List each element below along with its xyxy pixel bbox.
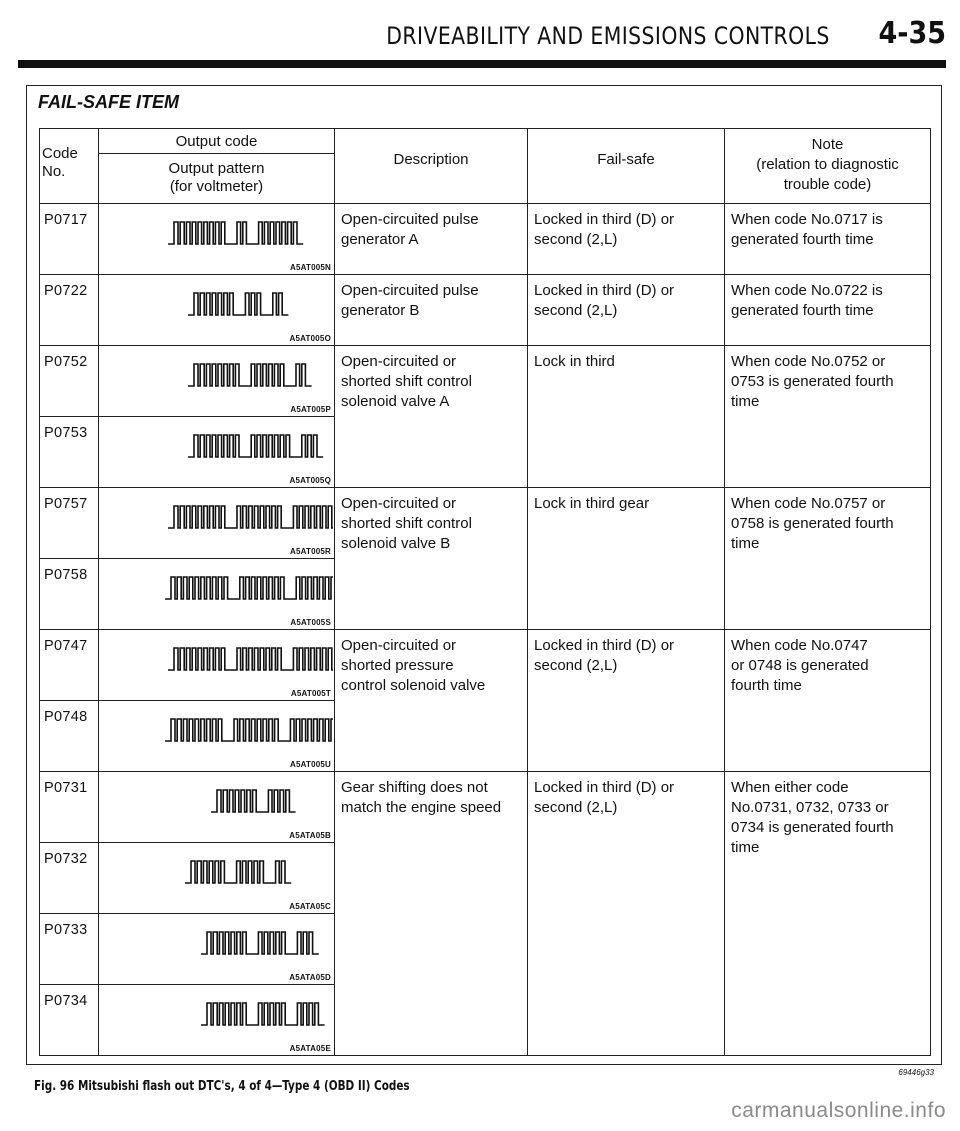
pulse-waveform [188, 435, 323, 457]
pulse-waveform [188, 293, 288, 315]
note-cell: When code No.0722 is generated fourth time [725, 275, 931, 346]
pulse-waveform [188, 364, 312, 386]
pulse-waveform [211, 790, 296, 812]
pulse-waveform [168, 222, 303, 244]
pulse-waveform-icon [99, 782, 333, 816]
note-cell: When code No.0752 or 0753 is generated fourth time [725, 346, 931, 488]
table-body [40, 204, 931, 1056]
code-cell: P0734 [40, 985, 99, 1056]
pulse-waveform [165, 719, 333, 741]
table-row [40, 275, 931, 346]
figure-id: A5ATA05C [289, 902, 331, 911]
figure-id: A5AT005R [289, 547, 331, 556]
pulse-waveform [168, 506, 333, 528]
figure-id: A5AT005Q [289, 476, 331, 485]
description-cell: Open-circuited pulse generator B [335, 275, 528, 346]
pulse-waveform-icon [99, 853, 333, 887]
note-cell: When code No.0747 or 0748 is generated fourth time [725, 630, 931, 772]
header-code-no [40, 129, 99, 204]
code-cell: P0717 [40, 204, 99, 275]
fail-safe-cell: Lock in third [528, 346, 725, 488]
figure-caption: Fig. 96 Mitsubishi flash out DTC's, 4 of 4—Type 4 (OBD II) Codes [34, 1078, 410, 1094]
code-cell: P0748 [40, 701, 99, 772]
pulse-waveform-icon [99, 356, 333, 390]
description-cell: Open-circuited or shorted shift control solenoid valve B [335, 488, 528, 630]
note-cell: When either code No.0731, 0732, 0733 or 0734 is generated fourth time [725, 772, 931, 1056]
pulse-waveform-icon [99, 498, 333, 532]
description-cell: Open-circuited pulse generator A [335, 204, 528, 275]
pulse-waveform-icon [99, 427, 333, 461]
fail-safe-cell: Locked in third (D) or second (2,L) [528, 630, 725, 772]
table-row [40, 772, 931, 843]
fail-safe-cell: Locked in third (D) or second (2,L) [528, 772, 725, 1056]
note-cell: When code No.0717 is generated fourth time [725, 204, 931, 275]
table-row [40, 488, 931, 559]
output-pattern-cell [99, 417, 335, 488]
code-cell: P0752 [40, 346, 99, 417]
output-pattern-cell [99, 985, 335, 1056]
table-row [40, 630, 931, 701]
pulse-waveform-icon [99, 995, 333, 1029]
header-note: Note (relation to diagnostic trouble code) [725, 129, 931, 204]
output-pattern-cell [99, 488, 335, 559]
pulse-waveform [168, 648, 333, 670]
pulse-waveform-icon [99, 569, 333, 603]
page-header-title: DRIVEABILITY AND EMISSIONS CONTROLS [386, 22, 830, 50]
pulse-waveform [185, 861, 291, 883]
page-header [0, 0, 960, 60]
watermark: carmanualsonline.info [731, 1099, 946, 1122]
figure-id: A5AT005S [290, 618, 331, 627]
header-output-pattern: Output pattern (for voltmeter) [99, 154, 335, 204]
pulse-waveform [165, 577, 333, 599]
figure-number: 69446g33 [898, 1068, 934, 1077]
code-cell: P0753 [40, 417, 99, 488]
code-cell: P0747 [40, 630, 99, 701]
code-cell: P0757 [40, 488, 99, 559]
output-pattern-cell [99, 630, 335, 701]
figure-id: A5AT005O [289, 334, 331, 343]
description-cell: Open-circuited or shorted shift control solenoid valve A [335, 346, 528, 488]
page-number: 4-35 [878, 16, 946, 51]
pulse-waveform-icon [99, 285, 333, 319]
fail-safe-cell: Locked in third (D) or second (2,L) [528, 275, 725, 346]
pulse-waveform-icon [99, 711, 333, 745]
fail-safe-cell: Lock in third gear [528, 488, 725, 630]
table-row [40, 346, 931, 417]
output-pattern-cell [99, 914, 335, 985]
figure-id: A5AT005U [289, 760, 331, 769]
header-output-code: Output code [99, 129, 335, 154]
pulse-waveform-icon [99, 924, 333, 958]
note-cell: When code No.0757 or 0758 is generated fourth time [725, 488, 931, 630]
pulse-waveform [201, 932, 319, 954]
header-code-no-label: Code No. [42, 145, 78, 180]
figure-id: A5AT005T [290, 689, 331, 698]
header-description: Description [335, 129, 528, 204]
code-cell: P0731 [40, 772, 99, 843]
table-row [40, 204, 931, 275]
section-title: FAIL-SAFE ITEM [38, 92, 179, 112]
figure-id: A5ATA05E [289, 1044, 331, 1053]
output-pattern-cell [99, 701, 335, 772]
output-pattern-cell [99, 772, 335, 843]
fail-safe-table [39, 128, 931, 1056]
pulse-waveform [201, 1003, 325, 1025]
code-cell: P0722 [40, 275, 99, 346]
code-cell: P0758 [40, 559, 99, 630]
figure-id: A5ATA05D [289, 973, 331, 982]
pulse-waveform-icon [99, 214, 333, 248]
output-pattern-cell [99, 275, 335, 346]
output-pattern-cell [99, 346, 335, 417]
figure-id: A5ATA05B [289, 831, 331, 840]
output-pattern-cell [99, 204, 335, 275]
header-rule [18, 60, 946, 68]
code-cell: P0732 [40, 843, 99, 914]
output-pattern-cell [99, 843, 335, 914]
header-fail-safe: Fail-safe [528, 129, 725, 204]
figure-id: A5AT005P [290, 405, 331, 414]
description-cell: Open-circuited or shorted pressure control solenoid valve [335, 630, 528, 772]
code-cell: P0733 [40, 914, 99, 985]
fail-safe-cell: Locked in third (D) or second (2,L) [528, 204, 725, 275]
figure-id: A5AT005N [289, 263, 331, 272]
description-cell: Gear shifting does not match the engine speed [335, 772, 528, 1056]
pulse-waveform-icon [99, 640, 333, 674]
output-pattern-cell [99, 559, 335, 630]
